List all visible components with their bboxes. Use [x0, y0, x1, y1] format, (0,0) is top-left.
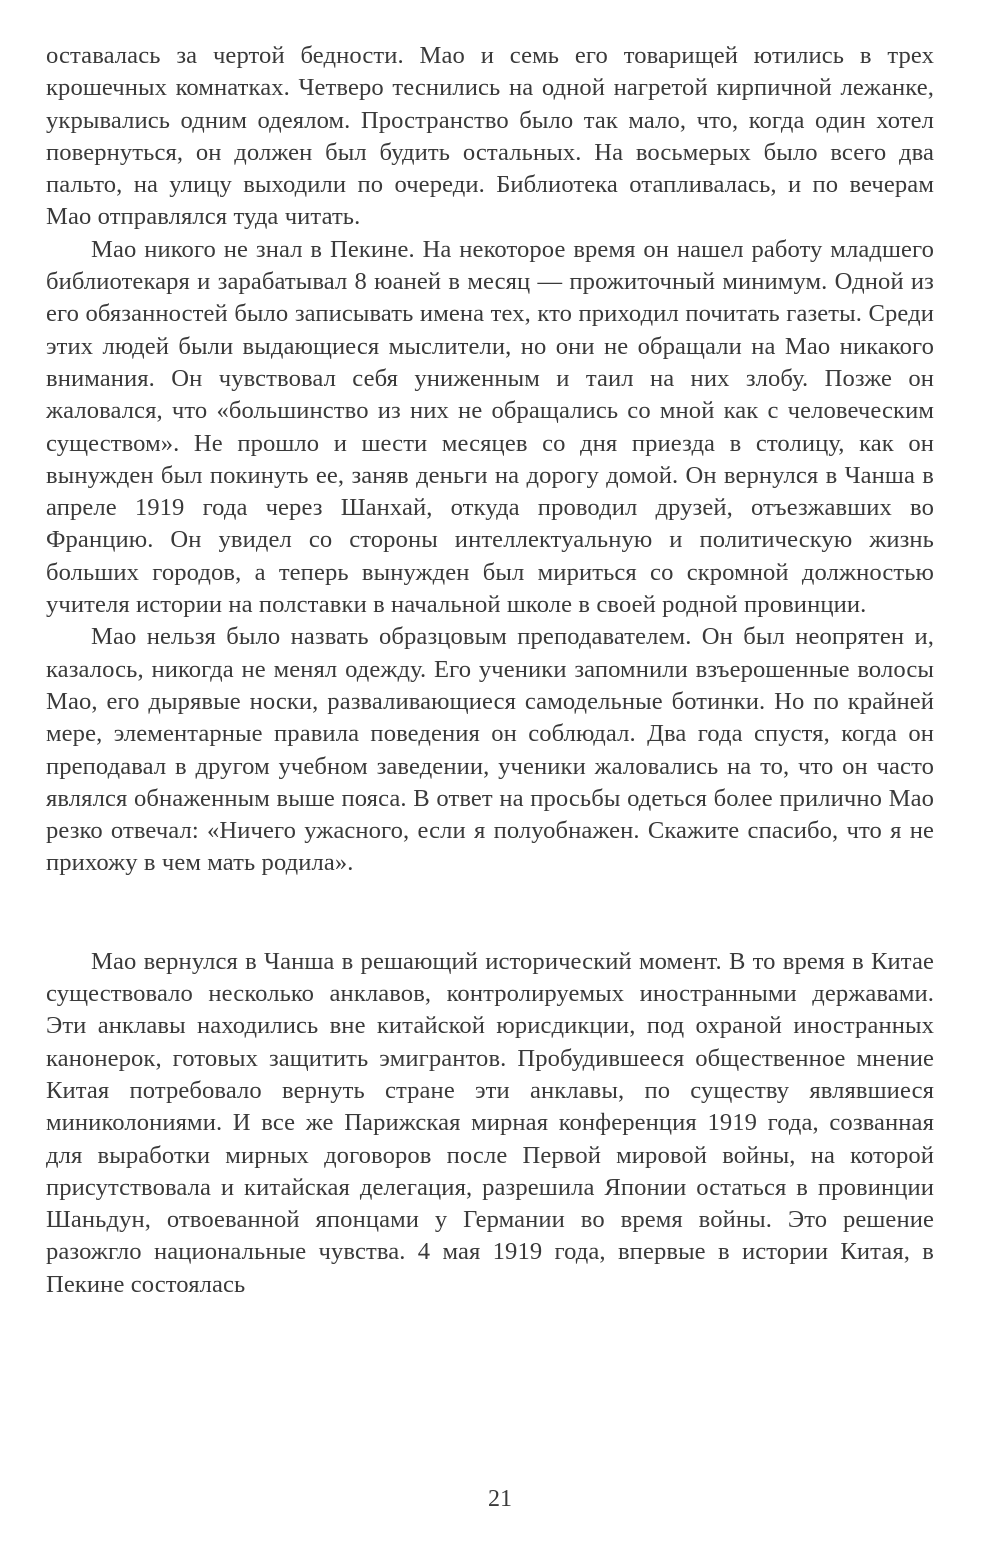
paragraph-historic-moment: Мао вернулся в Чанша в решающий исторический момент. В то время в Китае существовало несколько анклавов, контролируемых иностранными державами. Эти анклавы находились вне китайской юрисдикции, под охраной иностранных канонерок, готовых защитить эмигрантов. Пробудившееся общественное мнение Китая потребовало вернуть стране эти анклавы, по существу являвшиеся миниколониями. И все же Парижская мирная конференция 1919 года, созванная для выработки мирных договоров после Первой мировой войны, на которой присутствовала и китайская делегация, разрешила Японии остаться в провинции Шаньдун, отвоеванной японцами у Германии во время войны. Это решение разожгло национальные чувства. 4 мая 1919 года, впервые в истории Китая, в Пекине состоялась	[46, 947, 934, 1298]
page-number: 21	[488, 1486, 512, 1512]
paragraph-beijing: Мао никого не знал в Пекине. На некоторое время он нашел работу младшего библиотекаря и зарабатывал 8 юаней в месяц — прожиточный минимум. Одной из его обязанностей было записывать имена тех, кто приходил почитать газеты. Среди этих людей были выдающиеся мыслители, но они не обращали на Мао никакого внимания. Он чувствовал себя униженным и таил на них злобу. Позже он жаловался, что «большинство из них не обращались со мной как с человеческим существом». Не прошло и шести месяцев со дня приезда в столицу, как он вынужден был покинуть ее, заняв деньги на дорогу домой. Он вернулся в Чанша в апреле 1919 года через Шанхай, откуда проводил друзей, отъезжавших во Францию. Он увидел со стороны интеллектуальную и политическую жизнь больших городов, а теперь вынужден был мириться со скромной должностью учителя истории на полставки в начальной школе в своей родной провинции.	[46, 235, 934, 619]
paragraph-teacher: Мао нельзя было назвать образцовым преподавателем. Он был неопрятен и, казалось, никогда не менял одежду. Его ученики запомнили взъерошенные волосы Мао, его дырявые носки, разваливающиеся самодельные ботинки. Но по крайней мере, элементарные правила поведения он соблюдал. Два года спустя, когда он преподавал в другом учебном заведении, ученики жаловались на то, что он часто являлся обнаженным выше пояса. В ответ на просьбы одеться более прилично Мао резко отвечал: «Ничего ужасного, если я полуобнажен. Скажите спасибо, что я не прихожу в чем мать родила».	[46, 623, 934, 877]
page-body	[46, 40, 934, 1301]
section-break	[46, 880, 934, 946]
paragraph-continuation: оставалась за чертой бедности. Мао и семь его товарищей ютились в трех крошечных комнатках. Четверо теснились на одной нагретой кирпичной лежанке, укрывались одним одеялом. Пространство было так мало, что, когда один хотел повернуться, он должен был будить остальных. На восьмерых было всего два пальто, на улицу выходили по очереди. Библиотека отапливалась, и по вечерам Мао отправлялся туда читать.	[46, 42, 934, 231]
